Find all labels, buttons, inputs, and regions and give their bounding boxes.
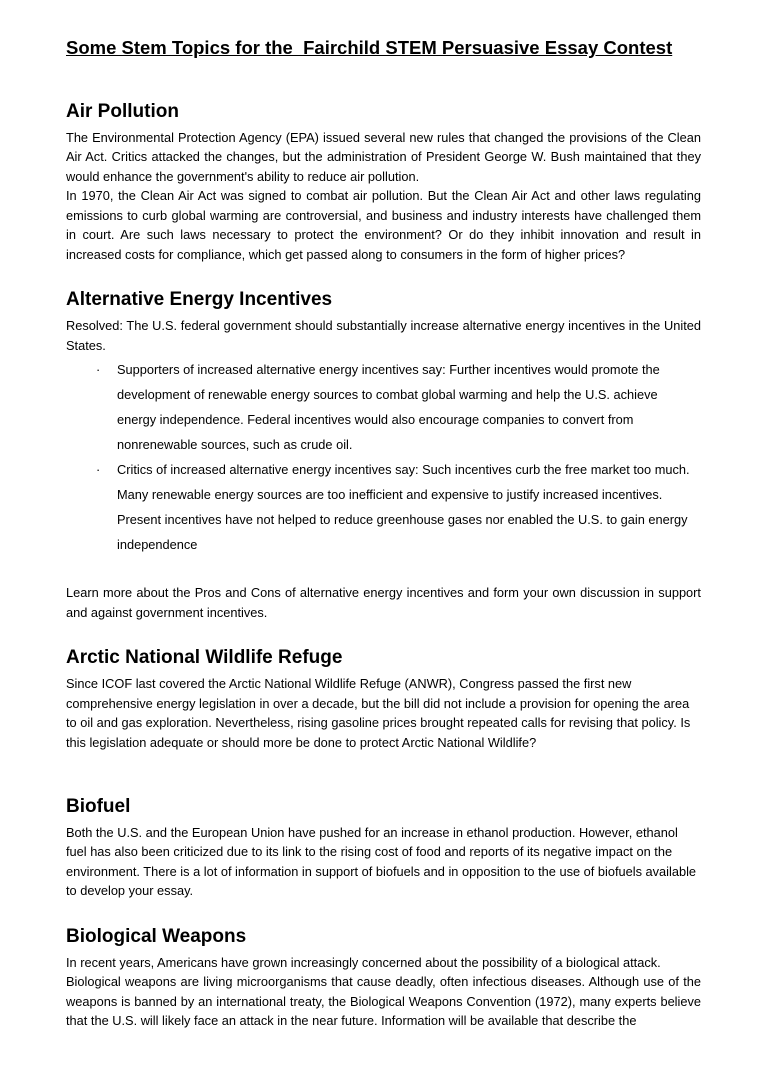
section-heading-arctic-national-wildlife-refuge: Arctic National Wildlife Refuge bbox=[66, 647, 343, 669]
section-heading-biological-weapons: Biological Weapons bbox=[66, 925, 247, 947]
bullet-text: Critics of increased alternative energy incentives say: Such incentives curb the free market too much. Many renewable energy sources are too inefficient and expensive to justify increased incentives. Present incentives have not helped to reduce greenhouse gases nor enabled the U.S. to gain energy independence bbox=[117, 462, 690, 553]
bullet-marker-icon: · bbox=[96, 362, 101, 378]
section-biological-weapons bbox=[66, 926, 701, 1031]
section-arctic-national-wildlife-refuge bbox=[66, 647, 701, 752]
paragraph: Both the U.S. and the European Union have pushed for an increase in ethanol production. However, ethanol fuel has also been criticized due to its link to the rising cost of food and reports of its negative impact on the environment. There is a lot of information in support of biofuels and in opposition to the use of biofuels available to develop your essay. bbox=[66, 824, 697, 899]
list-item bbox=[66, 457, 701, 557]
paragraph: The Environmental Protection Agency (EPA) issued several new rules that changed the provisions of the Clean Air Act. Critics attacked the changes, but the administration of President George W. Bush maintained that they would enhance the government's ability to reduce air pollution. bbox=[66, 129, 701, 184]
paragraph: Since ICOF last covered the Arctic National Wildlife Refuge (ANWR), Congress passed the first new comprehensive energy legislation in over a decade, but the bill did not include a provision for opening the area to oil and gas exploration. Nevertheless, rising gasoline prices brought repeated calls for revising that policy. Is this legislation adequate or should more be done to protect Arctic National Wildlife? bbox=[66, 676, 691, 750]
bullet-marker-icon: · bbox=[96, 462, 101, 478]
section-heading-air-pollution: Air Pollution bbox=[66, 101, 179, 123]
list-item bbox=[66, 357, 701, 457]
section-alternative-energy-incentives bbox=[66, 289, 701, 622]
document-title: Some Stem Topics for the Fairchild STEM Persuasive Essay Contest bbox=[66, 37, 673, 58]
bullet-text: Supporters of increased alternative energy incentives say: Further incentives would promote the development of renewable energy sources to combat global warming and help the U.S. achieve energy independence. Federal incentives would also encourage companies to convert from nonrenewable sources, such as crude oil. bbox=[117, 362, 660, 453]
bullet-list bbox=[66, 357, 701, 557]
paragraph: In recent years, Americans have grown increasingly concerned about the possibility of a biological attack. bbox=[66, 954, 661, 970]
paragraph: Resolved: The U.S. federal government should substantially increase alternative energy incentives in the United States. bbox=[66, 318, 701, 353]
section-heading-biofuel: Biofuel bbox=[66, 796, 131, 818]
section-air-pollution bbox=[66, 101, 701, 264]
paragraph: Learn more about the Pros and Cons of alternative energy incentives and form your own discussion in support and against government incentives. bbox=[66, 585, 701, 620]
section-biofuel bbox=[66, 796, 701, 901]
paragraph: Biological weapons are living microorganisms that cause deadly, often infectious diseases. Although use of the weapons is banned by an international treaty, the Biological Weapons Convention (1972), many experts believe that the U.S. will likely face an attack in the near future. Information will be available that describe the bbox=[66, 974, 701, 1029]
paragraph: In 1970, the Clean Air Act was signed to combat air pollution. But the Clean Air Act and other laws regulating emissions to curb global warming are controversial, and business and industry interests have challenged them in court. Are such laws necessary to protect the environment? Or do they inhibit innovation and result in increased costs for compliance, which get passed along to consumers in the form of higher prices? bbox=[66, 188, 701, 262]
section-heading-alternative-energy-incentives: Alternative Energy Incentives bbox=[66, 289, 333, 311]
